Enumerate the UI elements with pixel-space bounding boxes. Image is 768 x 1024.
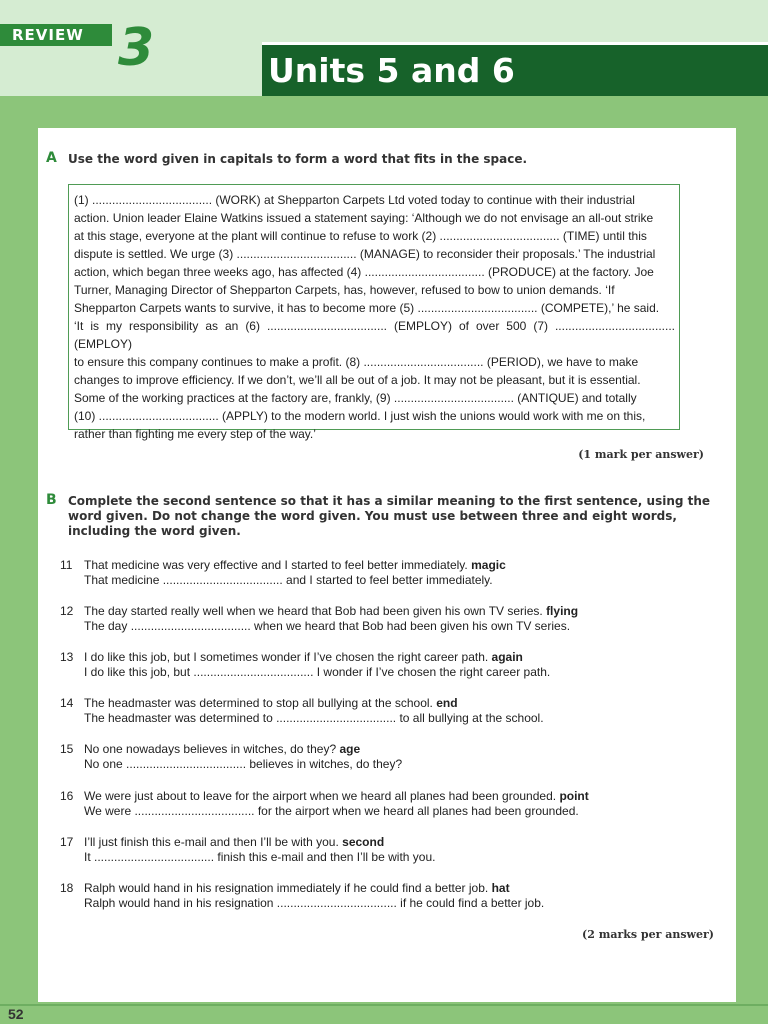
key-word: point	[559, 789, 589, 803]
passage-line: Some of the working practices at the factory are, frankly, (9) .................................... (ANTIQUE) and totally	[74, 391, 637, 405]
passage-line: (10) .................................... (APPLY) to the modern world. I just wish the unions would work with me on this,	[74, 409, 646, 423]
question-14: 14 The headmaster was determined to stop all bullying at the school. end The headmaster was determined to .................................... to all bullying at the school.	[60, 696, 544, 725]
page-title: Units 5 and 6	[268, 51, 515, 90]
title-bar	[262, 42, 768, 96]
key-word: second	[342, 835, 385, 849]
passage-line: at this stage, everyone at the plant will continue to refuse to work (2) .................................... (TIME) until this	[74, 229, 647, 243]
section-a-marks: (1 mark per answer)	[578, 448, 704, 461]
key-word: end	[436, 696, 458, 710]
passage-line: Shepparton Carpets wants to survive, it has to become more (5) .................................... (COMPETE),’ he said.	[74, 301, 660, 315]
section-a-passage	[68, 184, 680, 441]
question-13: 13 I do like this job, but I sometimes wonder if I’ve chosen the right career path. again I do like this job, but .................................... I wonder if I’ve chosen the right career path.	[60, 650, 551, 679]
section-b-letter: B	[46, 492, 57, 508]
passage-line: rather than fighting me every step of the way.’	[74, 427, 316, 441]
question-16: 16 We were just about to leave for the airport when we heard all planes had been grounded. point We were .................................... for the airport when we heard all planes had been grounded.	[60, 789, 589, 818]
key-word: flying	[546, 604, 579, 618]
section-b-instruction: Complete the second sentence so that it has a similar meaning to the first sentence, using the word given. Do not change the word given. You must use between three and eight words, including the word given.	[68, 494, 711, 538]
passage-line: dispute is settled. We urge (3) .................................... (MANAGE) to reconsider their proposals.’ The industrial	[74, 247, 656, 261]
key-word: magic	[471, 558, 506, 572]
passage-line: (1) .................................... (WORK) at Shepparton Carpets Ltd voted today to continue with their industrial	[74, 193, 635, 207]
question-18: 18 Ralph would hand in his resignation immediately if he could find a better job. hat Ralph would hand in his resignation .................................... if he could find a better job.	[60, 881, 545, 910]
passage-line: Turner, Managing Director of Shepparton Carpets, has, however, refused to bow to union demands. ‘If	[74, 283, 615, 297]
section-a-instruction: Use the word given in capitals to form a word that fits in the space.	[68, 152, 528, 166]
key-word: age	[339, 742, 361, 756]
section-b-marks: (2 marks per answer)	[582, 928, 714, 941]
question-11: 11 That medicine was very effective and I started to feel better immediately. magic That medicine .................................... and I started to feel better immediately.	[60, 558, 506, 587]
page-number: 52	[8, 1006, 24, 1022]
section-a-letter: A	[46, 150, 57, 166]
content-panel	[38, 128, 736, 1002]
question-17: 17 I’ll just finish this e-mail and then I’ll be with you. second It .................................... finish this e-mail and then I’ll be with you.	[60, 835, 436, 864]
review-label: REVIEW	[0, 24, 112, 46]
key-word: again	[491, 650, 523, 664]
passage-line: ‘It is my responsibility as an (6) .................................... (EMPLOY) of over 500 (7) .................................... (EMPLOY)	[74, 319, 675, 351]
passage-line: action, which began three weeks ago, has affected (4) .................................... (PRODUCE) at the factory. Joe	[74, 265, 654, 279]
passage-line: action. Union leader Elaine Watkins issued a statement saying: ‘Although we do not envisage an all-out strike	[74, 211, 654, 225]
key-word: hat	[491, 881, 510, 895]
question-15: 15 No one nowadays believes in witches, do they? age No one .................................... believes in witches, do they?	[60, 742, 403, 771]
passage-line: changes to improve efficiency. If we don’t, we’ll all be out of a job. It may not be pleasant, but it is essential.	[74, 373, 641, 387]
bottom-strip	[0, 1004, 768, 1006]
passage-line: to ensure this company continues to make a profit. (8) .................................... (PERIOD), we have to make	[74, 355, 639, 369]
question-12: 12 The day started really well when we heard that Bob had been given his own TV series. flying The day .................................... when we heard that Bob had been given his own TV series.	[60, 604, 579, 633]
review-number: 3	[118, 18, 155, 78]
